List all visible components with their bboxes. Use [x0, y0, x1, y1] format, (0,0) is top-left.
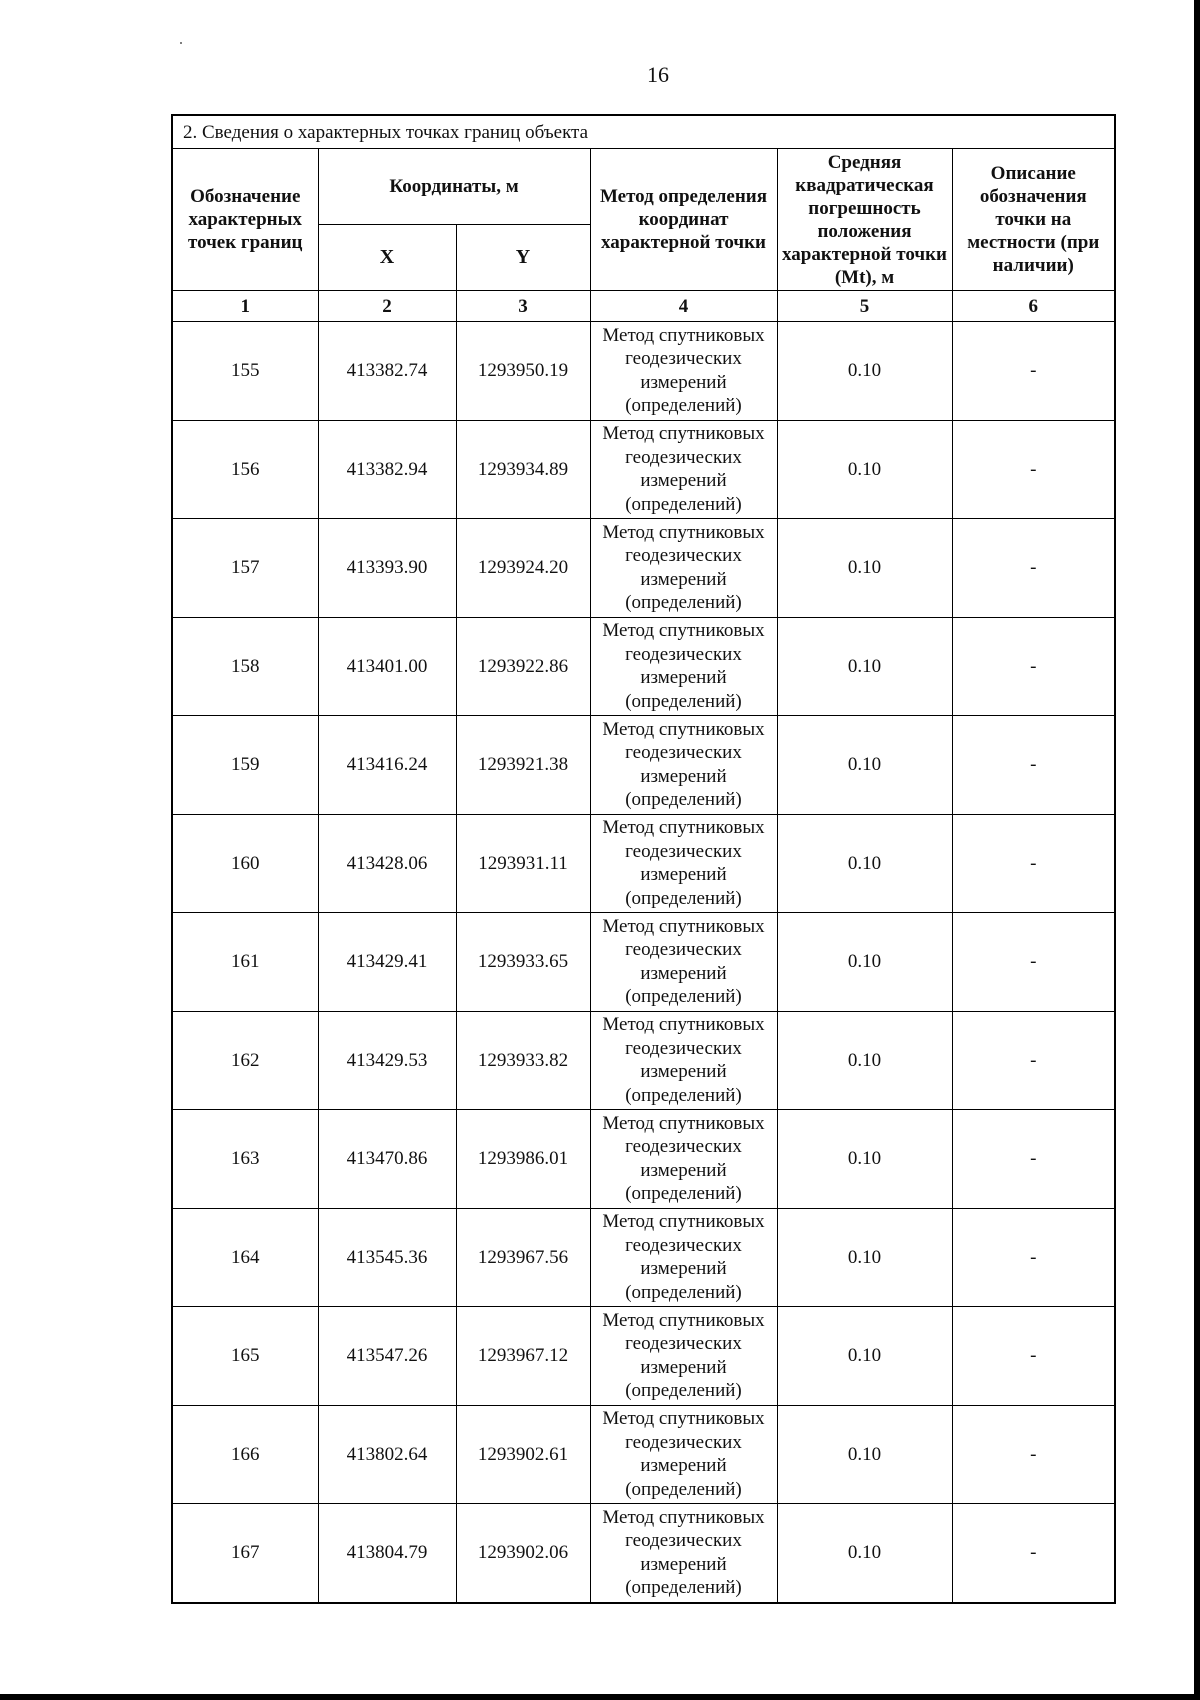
description-cell: - — [952, 420, 1115, 519]
error-value-cell: 0.10 — [777, 1504, 952, 1603]
description-cell: - — [952, 913, 1115, 1012]
method-cell — [590, 1208, 777, 1307]
x-coordinate-cell: 413804.79 — [318, 1504, 456, 1603]
header-description: Описание обозначения точки на местности (при наличии) — [952, 149, 1115, 291]
method-text-line: (определений) — [625, 789, 742, 811]
description-cell: - — [952, 1208, 1115, 1307]
description-cell: - — [952, 1011, 1115, 1110]
point-id-cell: 157 — [172, 519, 318, 618]
method-text-line: геодезических — [625, 643, 742, 665]
table-row — [172, 1405, 1115, 1504]
error-value-cell: 0.10 — [777, 814, 952, 913]
table-row — [172, 814, 1115, 913]
method-text-line: измерений — [640, 1455, 727, 1477]
description-cell: - — [952, 814, 1115, 913]
column-number: 3 — [456, 291, 590, 322]
x-coordinate-cell: 413547.26 — [318, 1307, 456, 1406]
error-value-cell: 0.10 — [777, 716, 952, 815]
error-value-cell: 0.10 — [777, 1307, 952, 1406]
error-value-cell: 0.10 — [777, 519, 952, 618]
table-row — [172, 420, 1115, 519]
boundary-points-table-wrap — [171, 114, 1114, 1604]
y-coordinate-cell: 1293921.38 — [456, 716, 590, 815]
method-cell — [590, 1405, 777, 1504]
method-text-line: измерений — [640, 1553, 727, 1575]
x-coordinate-cell: 413382.74 — [318, 322, 456, 421]
method-text-line: геодезических — [625, 446, 742, 468]
table-row — [172, 322, 1115, 421]
method-text-line: (определений) — [625, 395, 742, 417]
method-text-line: геодезических — [625, 1431, 742, 1453]
x-coordinate-cell: 413545.36 — [318, 1208, 456, 1307]
method-text-line: Метод спутниковых — [602, 915, 765, 937]
error-value-cell: 0.10 — [777, 913, 952, 1012]
point-id-cell: 158 — [172, 617, 318, 716]
description-cell: - — [952, 1405, 1115, 1504]
method-text-line: измерений — [640, 765, 727, 787]
table-row — [172, 1011, 1115, 1110]
table-row — [172, 1208, 1115, 1307]
method-text-line: Метод спутниковых — [602, 1112, 765, 1134]
y-coordinate-cell: 1293967.12 — [456, 1307, 590, 1406]
method-text-line: Метод спутниковых — [602, 620, 765, 642]
method-text-line: (определений) — [625, 887, 742, 909]
method-text-line: (определений) — [625, 1281, 742, 1303]
method-text-line: измерений — [640, 962, 727, 984]
method-cell — [590, 420, 777, 519]
method-text-line: Метод спутниковых — [602, 1408, 765, 1430]
method-text-line: геодезических — [625, 840, 742, 862]
method-cell — [590, 1307, 777, 1406]
method-text-line: Метод спутниковых — [602, 817, 765, 839]
error-value-cell: 0.10 — [777, 1011, 952, 1110]
scan-edge-right — [1194, 0, 1200, 1700]
header-coordinates: Координаты, м — [318, 149, 590, 225]
method-cell — [590, 617, 777, 716]
column-number: 4 — [590, 291, 777, 322]
description-cell: - — [952, 519, 1115, 618]
header-method: Метод определения координат характерной точки — [590, 149, 777, 291]
point-id-cell: 167 — [172, 1504, 318, 1603]
table-body — [172, 322, 1115, 1603]
method-text-line: Метод спутниковых — [602, 521, 765, 543]
method-text-line: измерений — [640, 470, 727, 492]
y-coordinate-cell: 1293933.82 — [456, 1011, 590, 1110]
table-row — [172, 913, 1115, 1012]
table-row — [172, 1504, 1115, 1603]
header-y: Y — [456, 225, 590, 291]
method-text-line: (определений) — [625, 690, 742, 712]
point-id-cell: 161 — [172, 913, 318, 1012]
table-row — [172, 519, 1115, 618]
description-cell: - — [952, 1110, 1115, 1209]
error-value-cell: 0.10 — [777, 1208, 952, 1307]
scan-speck — [180, 42, 182, 44]
description-cell: - — [952, 1307, 1115, 1406]
method-cell — [590, 913, 777, 1012]
table-row — [172, 716, 1115, 815]
error-value-cell: 0.10 — [777, 420, 952, 519]
page-number: 16 — [647, 62, 669, 87]
error-value-cell: 0.10 — [777, 1405, 952, 1504]
y-coordinate-cell: 1293967.56 — [456, 1208, 590, 1307]
point-id-cell: 164 — [172, 1208, 318, 1307]
x-coordinate-cell: 413429.41 — [318, 913, 456, 1012]
point-id-cell: 156 — [172, 420, 318, 519]
y-coordinate-cell: 1293986.01 — [456, 1110, 590, 1209]
method-text-line: геодезических — [625, 1037, 742, 1059]
column-number: 5 — [777, 291, 952, 322]
method-text-line: (определений) — [625, 1577, 742, 1599]
method-text-line: геодезических — [625, 742, 742, 764]
point-id-cell: 165 — [172, 1307, 318, 1406]
method-text-line: Метод спутниковых — [602, 1309, 765, 1331]
method-text-line: геодезических — [625, 1333, 742, 1355]
y-coordinate-cell: 1293922.86 — [456, 617, 590, 716]
method-text-line: геодезических — [625, 1234, 742, 1256]
boundary-points-table — [171, 114, 1116, 1604]
x-coordinate-cell: 413429.53 — [318, 1011, 456, 1110]
error-value-cell: 0.10 — [777, 322, 952, 421]
method-text-line: измерений — [640, 864, 727, 886]
method-text-line: геодезических — [625, 939, 742, 961]
x-coordinate-cell: 413416.24 — [318, 716, 456, 815]
description-cell: - — [952, 716, 1115, 815]
table-row — [172, 1110, 1115, 1209]
method-text-line: (определений) — [625, 1183, 742, 1205]
y-coordinate-cell: 1293902.06 — [456, 1504, 590, 1603]
header-designation: Обозначение характерных точек границ — [172, 149, 318, 291]
y-coordinate-cell: 1293931.11 — [456, 814, 590, 913]
scan-edge-bottom — [0, 1694, 1200, 1700]
point-id-cell: 162 — [172, 1011, 318, 1110]
method-text-line: геодезических — [625, 545, 742, 567]
method-text-line: измерений — [640, 1258, 727, 1280]
method-text-line: измерений — [640, 1159, 727, 1181]
method-text-line: измерений — [640, 371, 727, 393]
y-coordinate-cell: 1293950.19 — [456, 322, 590, 421]
x-coordinate-cell: 413401.00 — [318, 617, 456, 716]
description-cell: - — [952, 322, 1115, 421]
method-text-line: Метод спутниковых — [602, 1211, 765, 1233]
method-text-line: геодезических — [625, 348, 742, 370]
method-text-line: (определений) — [625, 986, 742, 1008]
method-text-line: Метод спутниковых — [602, 423, 765, 445]
section-title: 2. Сведения о характерных точках границ объекта — [172, 115, 1115, 149]
method-text-line: Метод спутниковых — [602, 718, 765, 740]
method-cell — [590, 716, 777, 815]
y-coordinate-cell: 1293933.65 — [456, 913, 590, 1012]
method-cell — [590, 814, 777, 913]
method-text-line: (определений) — [625, 493, 742, 515]
y-coordinate-cell: 1293924.20 — [456, 519, 590, 618]
x-coordinate-cell: 413393.90 — [318, 519, 456, 618]
method-text-line: измерений — [640, 1356, 727, 1378]
method-text-line: (определений) — [625, 1478, 742, 1500]
column-number: 6 — [952, 291, 1115, 322]
error-value-cell: 0.10 — [777, 1110, 952, 1209]
header-error: Средняя квадратическая погрешность положения характерной точки (Mt), м — [777, 149, 952, 291]
description-cell: - — [952, 1504, 1115, 1603]
method-cell — [590, 1011, 777, 1110]
table-row — [172, 617, 1115, 716]
method-text-line: измерений — [640, 1061, 727, 1083]
y-coordinate-cell: 1293902.61 — [456, 1405, 590, 1504]
table-row — [172, 1307, 1115, 1406]
method-text-line: (определений) — [625, 1084, 742, 1106]
method-text-line: Метод спутниковых — [602, 1506, 765, 1528]
description-cell: - — [952, 617, 1115, 716]
point-id-cell: 160 — [172, 814, 318, 913]
method-text-line: Метод спутниковых — [602, 324, 765, 346]
error-value-cell: 0.10 — [777, 617, 952, 716]
method-text-line: измерений — [640, 568, 727, 590]
point-id-cell: 155 — [172, 322, 318, 421]
x-coordinate-cell: 413428.06 — [318, 814, 456, 913]
method-text-line: (определений) — [625, 592, 742, 614]
x-coordinate-cell: 413470.86 — [318, 1110, 456, 1209]
column-number: 2 — [318, 291, 456, 322]
method-text-line: измерений — [640, 667, 727, 689]
method-cell — [590, 519, 777, 618]
point-id-cell: 163 — [172, 1110, 318, 1209]
method-text-line: геодезических — [625, 1530, 742, 1552]
column-number: 1 — [172, 291, 318, 322]
point-id-cell: 159 — [172, 716, 318, 815]
method-cell — [590, 1504, 777, 1603]
method-text-line: (определений) — [625, 1380, 742, 1402]
x-coordinate-cell: 413382.94 — [318, 420, 456, 519]
method-cell — [590, 1110, 777, 1209]
method-text-line: Метод спутниковых — [602, 1014, 765, 1036]
method-cell — [590, 322, 777, 421]
method-text-line: геодезических — [625, 1136, 742, 1158]
point-id-cell: 166 — [172, 1405, 318, 1504]
y-coordinate-cell: 1293934.89 — [456, 420, 590, 519]
header-x: X — [318, 225, 456, 291]
x-coordinate-cell: 413802.64 — [318, 1405, 456, 1504]
